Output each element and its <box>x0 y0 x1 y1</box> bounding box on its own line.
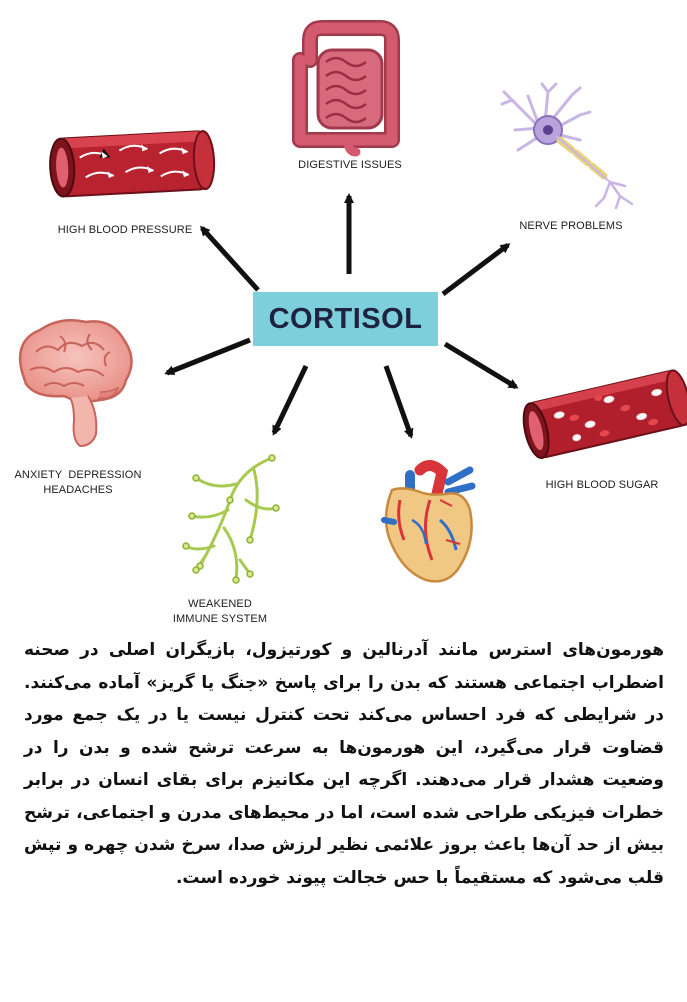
intestine-icon <box>300 28 392 152</box>
nerve-branches-icon <box>183 455 279 583</box>
arrow-anxiety <box>167 340 250 373</box>
heart-icon <box>384 465 472 581</box>
arrow-immune <box>274 366 306 433</box>
label-high-blood-sugar: HIGH BLOOD SUGAR <box>545 479 659 491</box>
arrow-blood-sugar <box>445 344 516 387</box>
cortisol-label: CORTISOL <box>268 302 423 335</box>
label-immune-line2: IMMUNE SYSTEM <box>172 613 268 625</box>
neuron-icon <box>502 84 632 208</box>
label-immune-line1: WEAKENED <box>188 598 252 610</box>
arrow-blood-pressure <box>202 228 258 290</box>
blood-vessel-icon <box>49 131 216 198</box>
label-anxiety-line1: ANXIETY DEPRESSION <box>14 469 142 481</box>
label-nerve-problems: NERVE PROBLEMS <box>519 220 623 232</box>
arrow-nerve <box>443 245 508 294</box>
label-anxiety-depression-headaches <box>8 468 148 498</box>
label-weakened-immune-system <box>160 597 280 627</box>
cortisol-box <box>253 292 438 346</box>
label-digestive-issues: DIGESTIVE ISSUES <box>298 159 402 171</box>
blood-cells-vessel-icon <box>519 368 687 460</box>
label-anxiety-line2: HEADACHES <box>43 484 113 496</box>
brain-icon <box>20 320 131 446</box>
arrow-heart <box>386 366 411 436</box>
label-high-blood-pressure: HIGH BLOOD PRESSURE <box>57 224 193 236</box>
persian-body-paragraph: هورمون‌های استرس مانند آدرنالین و کورتیزول، بازیگران اصلی در صحنه اضطراب اجتماعی هستند که بدن را برای پاسخ «جنگ یا گریز» آماده می‌کنند. در شرایطی که فرد احساس می‌کند تحت کنترل نیست یا در یک جمع مورد قضاوت قرار می‌گیرد، این هورمون‌ها به سرعت ترشح شده و بدن را در وضعیت هشدار قرار می‌دهند. اگرچه این مکانیزم برای بقای انسان در برابر خطرات فیزیکی طراحی شده است، اما در محیط‌های مدرن و اجتماعی، ترشح بیش از حد آن‌ها باعث بروز علائمی نظیر لرزش صدا، سرخ شدن چهره و تپش قلب می‌شود که مستقیماً با حس خجالت پیوند خورده است. <box>24 640 664 888</box>
